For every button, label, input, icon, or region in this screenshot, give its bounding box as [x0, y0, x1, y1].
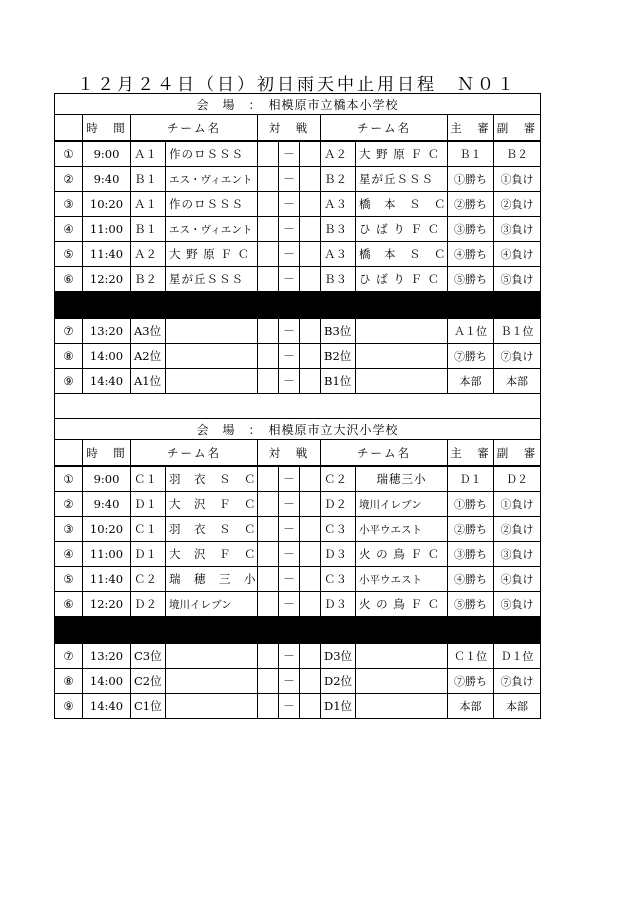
- team-name-1: エス・ヴィエント: [166, 217, 258, 242]
- venue-row: [55, 419, 541, 440]
- team-name-1: [166, 344, 258, 369]
- team-rank-1: A2位: [131, 344, 166, 369]
- team-name-1: 瑞 穂 三 小: [166, 567, 258, 592]
- versus-right: [300, 141, 321, 167]
- team-code-2: Ｄ３: [321, 592, 356, 617]
- versus-dash: －: [279, 567, 300, 592]
- referee-main: ④勝ち: [448, 567, 494, 592]
- versus-left: [258, 592, 279, 617]
- versus-dash: －: [279, 542, 300, 567]
- versus-right: [300, 517, 321, 542]
- versus-left: [258, 644, 279, 669]
- team-rank-2: D3位: [321, 644, 356, 669]
- team-code-1: Ａ２: [131, 242, 166, 267]
- team-name-1: 作のロＳＳＳ: [166, 141, 258, 167]
- versus-dash: －: [279, 644, 300, 669]
- versus-right: [300, 466, 321, 492]
- team-code-2: Ｂ２: [321, 167, 356, 192]
- match-number: ①: [55, 141, 83, 167]
- team-code-1: Ａ１: [131, 141, 166, 167]
- match-number: ⑥: [55, 592, 83, 617]
- team-name-1: 作のロＳＳＳ: [166, 192, 258, 217]
- team-name-1: [166, 369, 258, 394]
- referee-main: Ｂ１: [448, 141, 494, 167]
- versus-dash: －: [279, 141, 300, 167]
- referee-main: 本部: [448, 369, 494, 394]
- versus-dash: －: [279, 466, 300, 492]
- match-row: [55, 192, 541, 217]
- team-code-2: Ａ２: [321, 141, 356, 167]
- final-row: [55, 369, 541, 394]
- match-row: [55, 567, 541, 592]
- match-number: ⑦: [55, 319, 83, 344]
- header-time: 時 間: [83, 115, 131, 142]
- match-time: 14:00: [83, 669, 131, 694]
- versus-right: [300, 694, 321, 719]
- team-code-2: Ａ３: [321, 192, 356, 217]
- versus-dash: －: [279, 592, 300, 617]
- header-team-2: チーム名: [321, 440, 448, 467]
- match-row: [55, 217, 541, 242]
- match-row: [55, 542, 541, 567]
- match-time: 11:00: [83, 542, 131, 567]
- referee-main: ③勝ち: [448, 217, 494, 242]
- versus-dash: －: [279, 369, 300, 394]
- match-time: 10:20: [83, 192, 131, 217]
- team-name-2: [356, 369, 448, 394]
- match-time: 12:20: [83, 592, 131, 617]
- versus-left: [258, 669, 279, 694]
- final-row: [55, 644, 541, 669]
- referee-sub: ⑦負け: [494, 669, 541, 694]
- referee-sub: ⑦負け: [494, 344, 541, 369]
- venue-label: 会 場 ： 相模原市立橋本小学校: [55, 94, 541, 115]
- versus-right: [300, 242, 321, 267]
- versus-left: [258, 217, 279, 242]
- referee-sub: ⑤負け: [494, 592, 541, 617]
- referee-main: ④勝ち: [448, 242, 494, 267]
- team-name-2: 瑞穂三小: [356, 466, 448, 492]
- referee-sub: ③負け: [494, 217, 541, 242]
- team-code-2: Ｃ２: [321, 466, 356, 492]
- team-code-2: Ｂ３: [321, 267, 356, 292]
- referee-sub: ②負け: [494, 517, 541, 542]
- team-rank-2: B1位: [321, 369, 356, 394]
- match-row: [55, 492, 541, 517]
- versus-right: [300, 644, 321, 669]
- match-number: ②: [55, 167, 83, 192]
- team-name-1: 大 沢 Ｆ Ｃ: [166, 492, 258, 517]
- match-number: ④: [55, 542, 83, 567]
- header-time: 時 間: [83, 440, 131, 467]
- versus-dash: －: [279, 217, 300, 242]
- team-name-2: 小平ウエスト: [356, 567, 448, 592]
- versus-left: [258, 567, 279, 592]
- versus-dash: －: [279, 167, 300, 192]
- versus-left: [258, 319, 279, 344]
- team-rank-1: C3位: [131, 644, 166, 669]
- match-number: ⑥: [55, 267, 83, 292]
- versus-right: [300, 167, 321, 192]
- versus-dash: －: [279, 492, 300, 517]
- versus-dash: －: [279, 694, 300, 719]
- versus-dash: －: [279, 267, 300, 292]
- team-name-2: [356, 644, 448, 669]
- team-code-2: Ｃ３: [321, 517, 356, 542]
- referee-main: ⑦勝ち: [448, 344, 494, 369]
- team-code-2: Ｂ３: [321, 217, 356, 242]
- header-ref-main: 主 審: [448, 440, 494, 467]
- break-bar: [55, 292, 541, 319]
- match-row: [55, 267, 541, 292]
- versus-left: [258, 242, 279, 267]
- referee-sub: ①負け: [494, 492, 541, 517]
- versus-right: [300, 592, 321, 617]
- column-header-row: [55, 115, 541, 142]
- match-time: 13:20: [83, 319, 131, 344]
- versus-left: [258, 694, 279, 719]
- versus-left: [258, 542, 279, 567]
- team-rank-2: D1位: [321, 694, 356, 719]
- venue-row: [55, 94, 541, 115]
- match-number: ②: [55, 492, 83, 517]
- team-code-1: Ｂ１: [131, 167, 166, 192]
- referee-main: ⑤勝ち: [448, 592, 494, 617]
- versus-left: [258, 517, 279, 542]
- final-row: [55, 319, 541, 344]
- header-versus: 対 戦: [258, 115, 321, 142]
- match-row: [55, 141, 541, 167]
- team-name-1: 大 沢 Ｆ Ｃ: [166, 542, 258, 567]
- venue-label: 会 場 ： 相模原市立大沢小学校: [55, 419, 541, 440]
- match-number: ⑦: [55, 644, 83, 669]
- versus-right: [300, 369, 321, 394]
- match-row: [55, 242, 541, 267]
- versus-right: [300, 542, 321, 567]
- header-ref-sub: 副 審: [494, 440, 541, 467]
- match-time: 9:40: [83, 167, 131, 192]
- match-row: [55, 466, 541, 492]
- match-number: ④: [55, 217, 83, 242]
- referee-sub: ②負け: [494, 192, 541, 217]
- versus-left: [258, 192, 279, 217]
- match-time: 14:00: [83, 344, 131, 369]
- referee-main: ③勝ち: [448, 542, 494, 567]
- match-time: 9:00: [83, 466, 131, 492]
- match-time: 9:40: [83, 492, 131, 517]
- match-time: 10:20: [83, 517, 131, 542]
- referee-sub: ①負け: [494, 167, 541, 192]
- team-code-1: Ｄ２: [131, 592, 166, 617]
- team-name-1: [166, 319, 258, 344]
- team-name-2: 境川イレブン: [356, 492, 448, 517]
- versus-right: [300, 492, 321, 517]
- versus-right: [300, 319, 321, 344]
- match-time: 12:20: [83, 267, 131, 292]
- match-number: ③: [55, 192, 83, 217]
- team-rank-2: B2位: [321, 344, 356, 369]
- referee-sub: Ｂ２: [494, 141, 541, 167]
- venue-gap: [55, 394, 541, 419]
- match-time: 13:20: [83, 644, 131, 669]
- team-code-2: Ｄ２: [321, 492, 356, 517]
- team-name-1: 星が丘ＳＳＳ: [166, 267, 258, 292]
- team-name-1: [166, 669, 258, 694]
- team-rank-1: A3位: [131, 319, 166, 344]
- versus-left: [258, 369, 279, 394]
- versus-right: [300, 669, 321, 694]
- header-blank: [55, 115, 83, 142]
- match-time: 11:40: [83, 242, 131, 267]
- team-rank-2: D2位: [321, 669, 356, 694]
- match-row: [55, 517, 541, 542]
- team-name-2: ひ ば り Ｆ Ｃ: [356, 267, 448, 292]
- schedule-table: [54, 93, 541, 719]
- referee-sub: ③負け: [494, 542, 541, 567]
- team-code-1: Ｃ２: [131, 567, 166, 592]
- team-code-1: Ｃ１: [131, 466, 166, 492]
- referee-main: ①勝ち: [448, 492, 494, 517]
- referee-sub: ④負け: [494, 242, 541, 267]
- referee-sub: Ｄ１位: [494, 644, 541, 669]
- versus-left: [258, 492, 279, 517]
- match-number: ⑨: [55, 694, 83, 719]
- versus-right: [300, 344, 321, 369]
- team-name-1: エス・ヴィエント: [166, 167, 258, 192]
- break-separator: [55, 617, 541, 644]
- team-name-2: ひ ば り Ｆ Ｃ: [356, 217, 448, 242]
- team-code-2: Ｃ３: [321, 567, 356, 592]
- referee-main: ①勝ち: [448, 167, 494, 192]
- versus-dash: －: [279, 669, 300, 694]
- referee-sub: 本部: [494, 369, 541, 394]
- versus-dash: －: [279, 319, 300, 344]
- match-number: ⑤: [55, 242, 83, 267]
- match-number: ⑨: [55, 369, 83, 394]
- team-rank-1: C1位: [131, 694, 166, 719]
- team-name-2: [356, 319, 448, 344]
- header-versus: 対 戦: [258, 440, 321, 467]
- match-row: [55, 167, 541, 192]
- team-name-2: [356, 694, 448, 719]
- referee-main: Ｄ１: [448, 466, 494, 492]
- team-name-1: 羽 衣 Ｓ Ｃ: [166, 466, 258, 492]
- break-bar: [55, 617, 541, 644]
- match-number: ⑧: [55, 669, 83, 694]
- gap-cell: [55, 394, 541, 419]
- team-code-1: Ｄ１: [131, 542, 166, 567]
- referee-main: Ｃ１位: [448, 644, 494, 669]
- final-row: [55, 344, 541, 369]
- team-name-2: 火 の 鳥 Ｆ Ｃ: [356, 592, 448, 617]
- team-name-2: 火 の 鳥 Ｆ Ｃ: [356, 542, 448, 567]
- header-blank: [55, 440, 83, 467]
- versus-left: [258, 466, 279, 492]
- referee-sub: ④負け: [494, 567, 541, 592]
- team-rank-1: A1位: [131, 369, 166, 394]
- match-time: 9:00: [83, 141, 131, 167]
- team-name-1: 羽 衣 Ｓ Ｃ: [166, 517, 258, 542]
- versus-right: [300, 192, 321, 217]
- header-ref-main: 主 審: [448, 115, 494, 142]
- match-time: 14:40: [83, 694, 131, 719]
- team-name-2: 星が丘ＳＳＳ: [356, 167, 448, 192]
- versus-dash: －: [279, 242, 300, 267]
- break-separator: [55, 292, 541, 319]
- referee-main: Ａ１位: [448, 319, 494, 344]
- team-code-1: Ｄ１: [131, 492, 166, 517]
- schedule-body: [55, 94, 541, 719]
- match-number: ⑤: [55, 567, 83, 592]
- final-row: [55, 694, 541, 719]
- header-team-1: チーム名: [131, 440, 258, 467]
- match-row: [55, 592, 541, 617]
- team-code-1: Ｂ２: [131, 267, 166, 292]
- team-name-2: 大 野 原 Ｆ Ｃ: [356, 141, 448, 167]
- match-time: 11:00: [83, 217, 131, 242]
- team-name-2: [356, 344, 448, 369]
- team-name-1: 境川イレブン: [166, 592, 258, 617]
- team-name-2: [356, 669, 448, 694]
- page-title: １２月２４日（日）初日雨天中止用日程 Ｎ０１: [77, 75, 517, 95]
- referee-sub: 本部: [494, 694, 541, 719]
- match-number: ③: [55, 517, 83, 542]
- versus-dash: －: [279, 344, 300, 369]
- match-number: ⑧: [55, 344, 83, 369]
- versus-left: [258, 167, 279, 192]
- versus-right: [300, 217, 321, 242]
- versus-right: [300, 267, 321, 292]
- versus-left: [258, 267, 279, 292]
- team-code-1: Ｃ１: [131, 517, 166, 542]
- team-code-1: Ｂ１: [131, 217, 166, 242]
- team-name-1: 大 野 原 Ｆ Ｃ: [166, 242, 258, 267]
- team-name-2: 小平ウエスト: [356, 517, 448, 542]
- header-team-2: チーム名: [321, 115, 448, 142]
- referee-sub: Ｄ２: [494, 466, 541, 492]
- team-code-2: Ａ３: [321, 242, 356, 267]
- versus-left: [258, 344, 279, 369]
- referee-main: ⑦勝ち: [448, 669, 494, 694]
- referee-main: ②勝ち: [448, 192, 494, 217]
- final-row: [55, 669, 541, 694]
- referee-main: 本部: [448, 694, 494, 719]
- referee-sub: Ｂ１位: [494, 319, 541, 344]
- versus-right: [300, 567, 321, 592]
- team-rank-2: B3位: [321, 319, 356, 344]
- team-name-1: [166, 644, 258, 669]
- team-code-2: Ｄ３: [321, 542, 356, 567]
- team-rank-1: C2位: [131, 669, 166, 694]
- versus-dash: －: [279, 517, 300, 542]
- team-name-2: 橋 本 Ｓ Ｃ: [356, 242, 448, 267]
- match-time: 14:40: [83, 369, 131, 394]
- referee-sub: ⑤負け: [494, 267, 541, 292]
- referee-main: ②勝ち: [448, 517, 494, 542]
- match-time: 11:40: [83, 567, 131, 592]
- versus-left: [258, 141, 279, 167]
- versus-dash: －: [279, 192, 300, 217]
- team-name-2: 橋 本 Ｓ Ｃ: [356, 192, 448, 217]
- team-name-1: [166, 694, 258, 719]
- team-code-1: Ａ１: [131, 192, 166, 217]
- referee-main: ⑤勝ち: [448, 267, 494, 292]
- match-number: ①: [55, 466, 83, 492]
- header-ref-sub: 副 審: [494, 115, 541, 142]
- column-header-row: [55, 440, 541, 467]
- header-team-1: チーム名: [131, 115, 258, 142]
